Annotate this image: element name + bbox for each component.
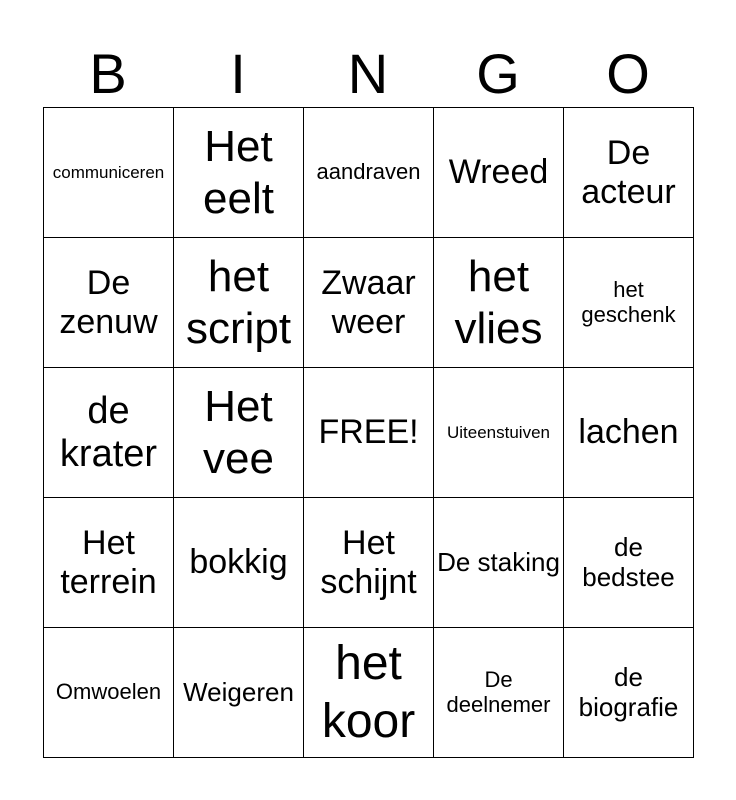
bingo-cell[interactable]: bokkig	[173, 497, 304, 628]
header-letter-i: I	[230, 42, 246, 105]
header-letter-b: B	[89, 42, 127, 105]
bingo-cell[interactable]: Het eelt	[173, 107, 304, 238]
bingo-cell[interactable]: Het terrein	[43, 497, 174, 628]
bingo-cell[interactable]: het vlies	[433, 237, 564, 368]
bingo-cell[interactable]: Uiteenstuiven	[433, 367, 564, 498]
bingo-cell[interactable]: het koor	[303, 627, 434, 758]
bingo-cell[interactable]: De zenuw	[43, 237, 174, 368]
bingo-cell[interactable]: Weigeren	[173, 627, 304, 758]
bingo-cell[interactable]: Het vee	[173, 367, 304, 498]
bingo-cell[interactable]: lachen	[563, 367, 694, 498]
header-letter-g: G	[476, 42, 520, 105]
bingo-cell[interactable]: de krater	[43, 367, 174, 498]
bingo-cell[interactable]: Zwaar weer	[303, 237, 434, 368]
bingo-cell[interactable]: Het schijnt	[303, 497, 434, 628]
bingo-cell[interactable]: het script	[173, 237, 304, 368]
bingo-cell[interactable]: communiceren	[43, 107, 174, 238]
header-letter-n: N	[347, 42, 389, 105]
bingo-header	[43, 40, 693, 108]
bingo-cell[interactable]: De acteur	[563, 107, 694, 238]
bingo-cell[interactable]: de biografie	[563, 627, 694, 758]
bingo-cell[interactable]: Wreed	[433, 107, 564, 238]
bingo-cell[interactable]: de bedstee	[563, 497, 694, 628]
bingo-cell[interactable]: De deelnemer	[433, 627, 564, 758]
header-letter-o: O	[606, 42, 650, 105]
free-space-cell[interactable]: FREE!	[303, 367, 434, 498]
bingo-cell[interactable]: Omwoelen	[43, 627, 174, 758]
bingo-cell[interactable]: aandraven	[303, 107, 434, 238]
bingo-cell[interactable]: het geschenk	[563, 237, 694, 368]
bingo-cell[interactable]: De staking	[433, 497, 564, 628]
bingo-board	[43, 107, 693, 757]
